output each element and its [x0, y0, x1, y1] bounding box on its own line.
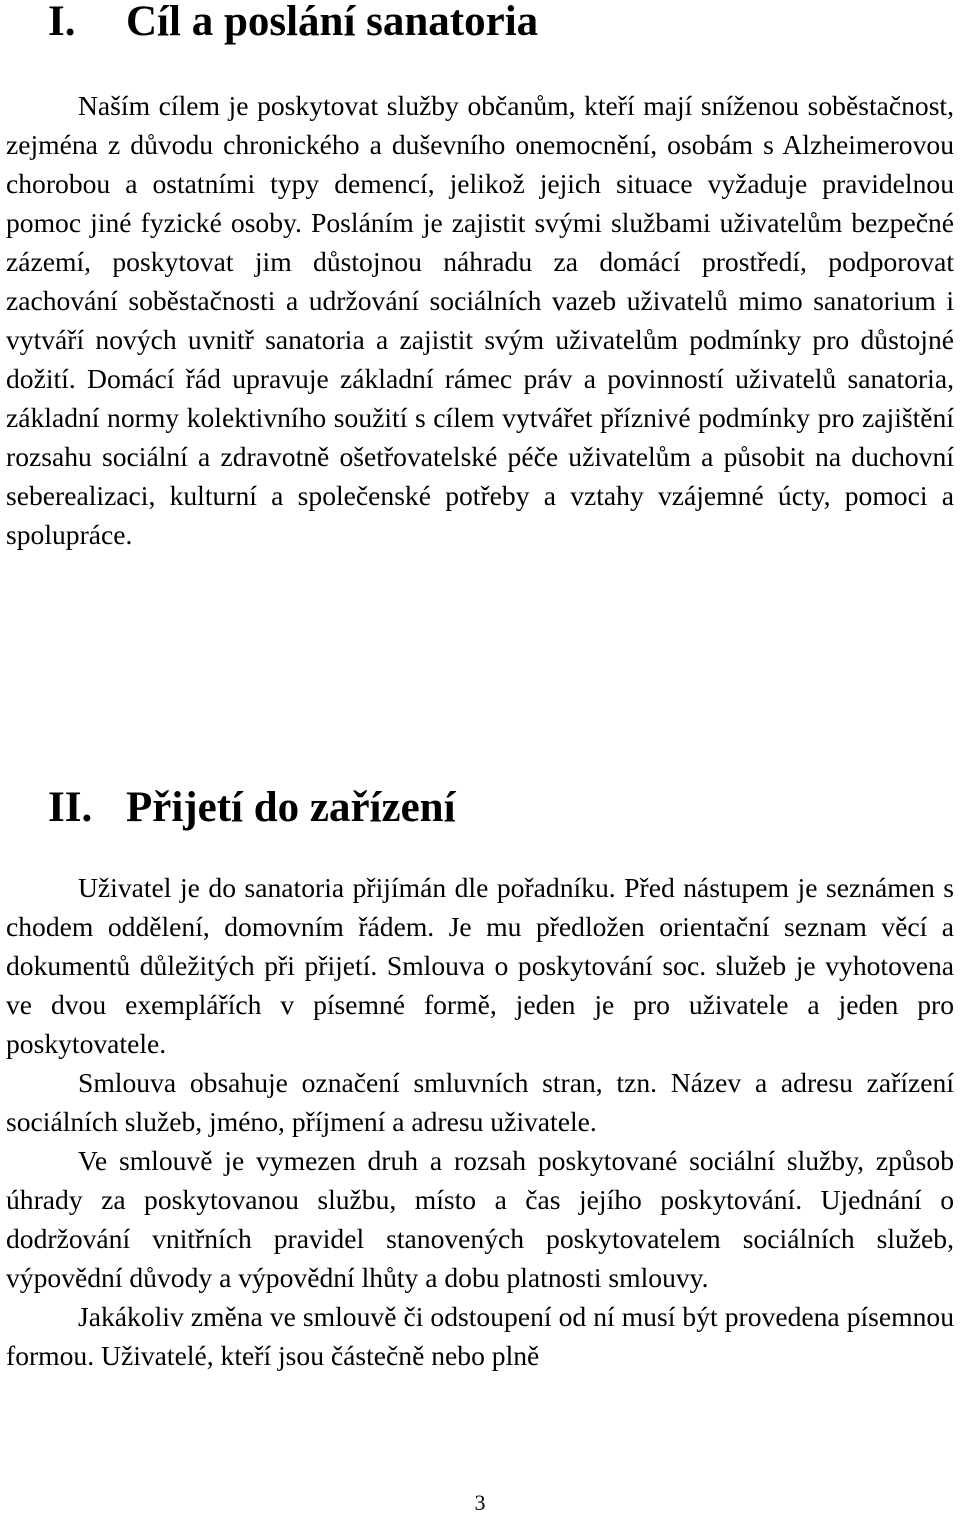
section-heading-2 [48, 784, 456, 832]
section-2-body [6, 868, 954, 1375]
section-1-body [6, 86, 954, 554]
section-title: Cíl a poslání sanatoria [126, 0, 539, 45]
paragraph: Uživatel je do sanatoria přijímán dle pořadníku. Před nástupem je seznámen s chodem oddělení, domovním řádem. Je mu předložen orientační seznam věcí a dokumentů důležitých při přijetí. Smlouva o poskytování soc. služeb je vyhotovena ve dvou exemplářích v písemné formě, jeden je pro uživatele a jeden pro poskytovatele. [6, 872, 954, 1059]
paragraph: Posláním je zajistit svými službami uživatelům bezpečné zázemí, poskytovat jim důstojnou náhradu za domácí prostředí, podporovat zachování soběstačnosti a udržování sociálních vazeb uživatelů mimo sanatorium i vytváří nových uvnitř sanatoria a zajistit svým uživatelům podmínky pro důstojné dožití. [6, 207, 954, 394]
section-number: I. [48, 0, 76, 45]
paragraph: Jakákoliv změna ve smlouvě či odstoupení od ní musí být provedena písemnou formou. Uživatelé, kteří jsou částečně nebo plně [6, 1301, 954, 1371]
paragraph: Ve smlouvě je vymezen druh a rozsah poskytované sociální služby, způsob úhrady za poskytovanou službu, místo a čas jejího poskytování. Ujednání o dodržování vnitřních pravidel stanovených poskytovatelem sociálních služeb, výpovědní důvody a výpovědní lhůty a dobu platnosti smlouvy. [6, 1145, 954, 1293]
page-number: 3 [474, 1490, 486, 1515]
section-title: Přijetí do zařízení [126, 784, 456, 831]
paragraph: Domácí řád upravuje základní rámec práv a povinností uživatelů sanatoria, základní normy kolektivního soužití s cílem vytvářet příznivé podmínky pro zajištění rozsahu sociální a zdravotně ošetřovatelské péče uživatelům a působit na duchovní seberealizaci, kulturní a společenské potřeby a vztahy vzájemné úcty, pomoci a spolupráce. [6, 363, 954, 550]
paragraph: Naším cílem je poskytovat služby občanům, kteří mají sníženou soběstačnost, zejména z důvodu chronického a duševního onemocnění, osobám s Alzheimerovou chorobou a ostatními typy demencí, jelikož jejich situace vyžaduje pravidelnou pomoc jiné fyzické osoby. [6, 90, 954, 238]
section-heading-1 [48, 0, 538, 46]
paragraph: Smlouva obsahuje označení smluvních stran, tzn. Název a adresu zařízení sociálních služeb, jméno, příjmení a adresu uživatele. [6, 1067, 954, 1137]
section-number: II. [48, 784, 93, 831]
